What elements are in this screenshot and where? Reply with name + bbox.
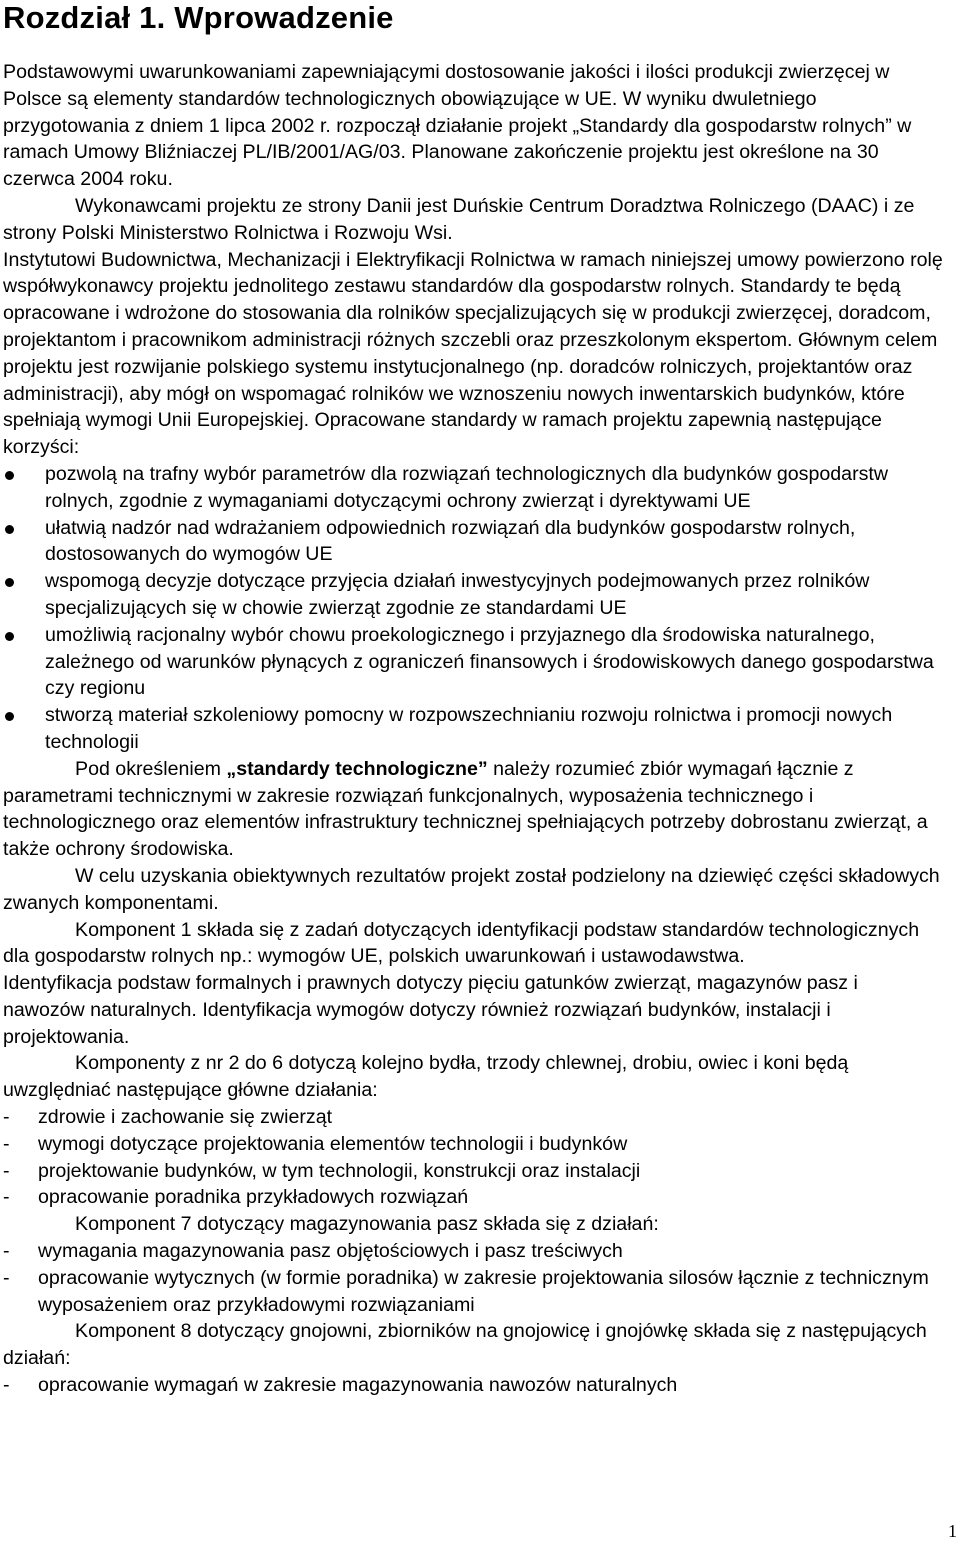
- list-item: - opracowanie wymagań w zakresie magazynowania nawozów naturalnych: [3, 1372, 943, 1399]
- actions-8-list: [3, 1372, 943, 1399]
- dash-marker: -: [3, 1374, 10, 1397]
- paragraph-intro: Podstawowymi uwarunkowaniami zapewniającymi dostosowanie jakości i ilości produkcji zwierzęcej w Polsce są elementy standardów technologicznych obowiązujące w UE. W wyniku dwuletniego przygotowania z dniem 1 lipca 2002 r. rozpoczął działanie projekt „Standardy dla gospodarstw rolnych” w ramach Umowy Bliźniaczej PL/IB/2001/AG/03. Planowane zakończenie projektu jest określone na 30 czerwca 2004 roku.: [3, 61, 912, 191]
- dash-marker: -: [3, 1266, 10, 1289]
- paragraph-components-2-6: Komponenty z nr 2 do 6 dotyczą kolejno bydła, trzody chlewnej, drobiu, owiec i koni będą uwzględniać następujące główne działania:: [3, 1052, 849, 1102]
- list-item: - wymagania magazynowania pasz objętościowych i pasz treściwych: [3, 1238, 943, 1265]
- bullet-icon: [5, 525, 14, 534]
- document-page: [3, 0, 943, 1399]
- dash-marker: -: [3, 1132, 10, 1155]
- actions-2-6-list: [3, 1104, 943, 1211]
- list-item: - wymogi dotyczące projektowania elementów technologii i budynków: [3, 1131, 943, 1158]
- list-item: pozwolą na trafny wybór parametrów dla rozwiązań technologicznych dla budynków gospodarstw rolnych, zgodnie z wymaganiami dotyczącymi ochrony zwierząt i dyrektywami UE: [3, 461, 943, 515]
- list-item: - opracowanie wytycznych (w formie poradnika) w zakresie projektowania silosów łącznie z technicznym wyposażeniem oraz przykładowymi rozwiązaniami: [3, 1266, 929, 1316]
- paragraph-component-1: Komponent 1 składa się z zadań dotyczących identyfikacji podstaw standardów technologicznych dla gospodarstw rolnych np.: wymogów UE, polskich uwarunkowań i ustawodawstwa.: [3, 918, 920, 968]
- paragraph-definition: Pod określeniem „standardy technologiczne” należy rozumieć zbiór wymagań łącznie z parametrami technicznymi w zakresie rozwiązań funkcjonalnych, wyposażenia technicznego i technologicznego oraz elementów infrastruktury technicznej spełniających potrzeby dobrostanu zwierząt, a także ochrony środowiska.: [3, 757, 928, 861]
- bullet-icon: [5, 712, 14, 721]
- dash-marker: -: [3, 1240, 10, 1263]
- defined-term: „standardy technologiczne”: [226, 757, 488, 780]
- list-item: - opracowanie poradnika przykładowych rozwiązań: [3, 1184, 943, 1211]
- bullet-icon: [5, 471, 14, 480]
- page-number: 1: [948, 1521, 957, 1541]
- list-item: stworzą materiał szkoleniowy pomocny w rozpowszechnianiu rozwoju rolnictwa i promocji nowych technologii: [3, 702, 943, 756]
- dash-marker: -: [3, 1159, 10, 1182]
- bullet-icon: [5, 632, 14, 641]
- paragraph-institute: Instytutowi Budownictwa, Mechanizacji i Elektryfikacji Rolnictwa w ramach niniejszej umowy powierzono rolę współwykonawcy projektu jednolitego zestawu standardów dla gospodarstw rolnych. Standardy te będą opracowane i wdrożone do stosowania dla rolników specjalizujących się w produkcji zwierzęcej, doradcom, projektantom i pracownikom administracji różnych szczebli oraz przeszkolonym ekspertom. Głównym celem projektu jest rozwijanie polskiego systemu instytucjonalnego (np. doradców rolniczych, projektantów oraz administracji), aby mógł on wspomagać rolników we wznoszeniu nowych inwentarskich budynków, które spełniają wymogi Unii Europejskiej. Opracowane standardy w ramach projektu zapewnią następujące korzyści:: [3, 248, 943, 459]
- list-item: - zdrowie i zachowanie się zwierząt: [3, 1104, 943, 1131]
- paragraph-component-7: Komponent 7 dotyczący magazynowania pasz składa się z działań:: [75, 1213, 659, 1236]
- paragraph-contractors: Wykonawcami projektu ze strony Danii jest Duńskie Centrum Doradztwa Rolniczego (DAAC) i ze strony Polski Ministerstwo Rolnictwa i Rozwoju Wsi.: [3, 194, 915, 244]
- list-item: umożliwią racjonalny wybór chowu proekologicznego i przyjaznego dla środowiska naturalnego, zależnego od warunków płynących z ograniczeń finansowych i środowiskowych danego gospodarstwa czy regionu: [3, 622, 943, 702]
- actions-7-list: [3, 1238, 943, 1318]
- list-item: wspomogą decyzje dotyczące przyjęcia działań inwestycyjnych podejmowanych przez rolników specjalizujących się w chowie zwierząt zgodnie ze standardami UE: [3, 568, 943, 622]
- dash-marker: -: [3, 1106, 10, 1129]
- bullet-icon: [5, 578, 14, 587]
- benefits-list: [3, 461, 943, 756]
- dash-marker: -: [3, 1186, 10, 1209]
- paragraph-components: W celu uzyskania obiektywnych rezultatów projekt został podzielony na dziewięć części składowych zwanych komponentami.: [3, 864, 940, 914]
- list-item: - projektowanie budynków, w tym technologii, konstrukcji oraz instalacji: [3, 1158, 943, 1185]
- list-item: ułatwią nadzór nad wdrażaniem odpowiednich rozwiązań dla budynków gospodarstw rolnych, dostosowanych do wymogów UE: [3, 515, 943, 569]
- chapter-title: Rozdział 1. Wprowadzenie: [3, 0, 394, 35]
- paragraph-identification: Identyfikacja podstaw formalnych i prawnych dotyczy pięciu gatunków zwierząt, magazynów pasz i nawozów naturalnych. Identyfikacja wymogów dotyczy również rozwiązań budynków, instalacji i projektowania.: [3, 972, 858, 1048]
- paragraph-component-8: Komponent 8 dotyczący gnojowni, zbiorników na gnojowicę i gnojówkę składa się z następujących działań:: [3, 1320, 927, 1370]
